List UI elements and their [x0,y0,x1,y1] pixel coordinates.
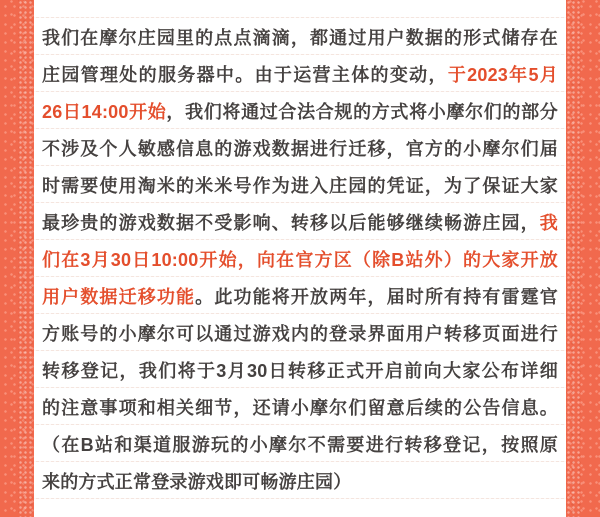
announcement-highlight-segment: 用户数据迁移功能 [42,287,196,307]
right-dot-texture [566,0,582,517]
announcement-line-13 [42,464,558,501]
announcement-line-4 [42,131,558,168]
announcement-line-12 [42,427,558,464]
announcement-line-2 [42,57,558,94]
announcement-line-10 [42,353,558,390]
announcement-text [42,20,558,501]
announcement-text-segment: 时需要使用淘米的米米号作为进入庄园的凭证，为了保证大家 [42,176,558,196]
announcement-highlight-segment: 我 [539,213,558,233]
announcement-line-5 [42,168,558,205]
announcement-line-1 [42,20,558,57]
announcement-line-9 [42,316,558,353]
announcement-text-segment: 庄园管理处的服务器中。由于运营主体的变动， [42,65,448,85]
announcement-text-segment: 方账号的小摩尔可以通过游戏内的登录界面用户转移页面进行 [42,324,558,344]
announcement-line-7 [42,242,558,279]
announcement-line-3 [42,94,558,131]
announcement-card [34,0,566,517]
announcement-text-segment: 的注意事项和相关细节，还请小摩尔们留意后续的公告信息。 [42,398,558,418]
announcement-text-segment: 最珍贵的游戏数据不受影响、转移以后能够继续畅游庄园， [42,213,540,233]
announcement-text-segment: 我们在摩尔庄园里的点点滴滴，都通过用户数据的形式储存在 [42,28,558,48]
announcement-line-11 [42,390,558,427]
left-dot-texture [18,0,34,517]
announcement-line-6 [42,205,558,242]
announcement-text-segment: 。此功能将开放两年，届时所有持有雷霆官 [195,287,558,307]
announcement-highlight-segment: 们在3月30日10:00开始，向在官方区（除B站外）的大家开放 [42,250,558,270]
announcement-text-segment: 来的方式正常登录游戏即可畅游庄园） [42,472,352,492]
announcement-text-segment: 转移登记，我们将于3月30日转移正式开启前向大家公布详细 [42,361,558,381]
announcement-text-segment: （在B站和渠道服游玩的小摩尔不需要进行转移登记，按照原 [42,435,558,455]
announcement-text-segment: ，我们将通过合法合规的方式将小摩尔们的部分 [166,102,558,122]
announcement-highlight-segment: 26日14:00开始 [42,102,167,122]
announcement-text-segment: 不涉及个人敏感信息的游戏数据进行迁移，官方的小摩尔们届 [42,139,558,159]
announcement-highlight-segment: 于2023年5月 [447,65,558,85]
announcement-line-8 [42,279,558,316]
